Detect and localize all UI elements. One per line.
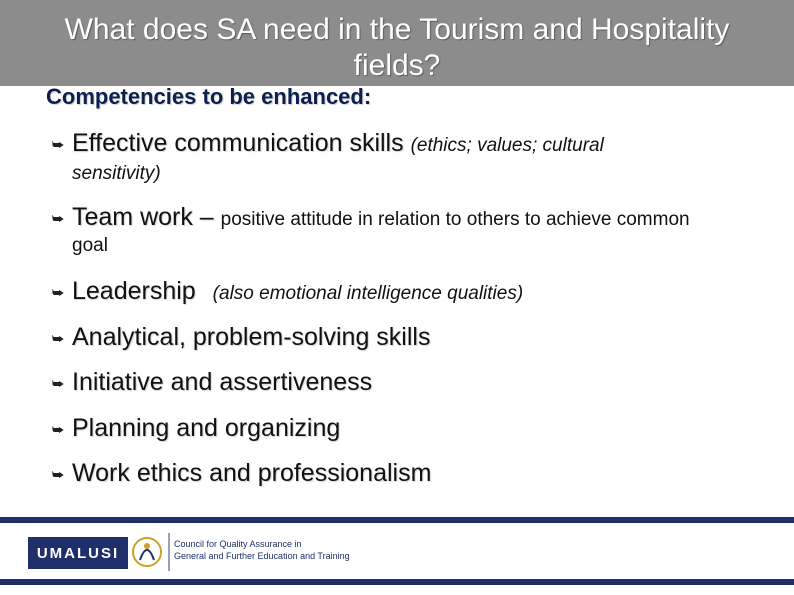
footer-top-rule [0,517,794,523]
bullet-item [72,367,372,398]
title-line-1: What does SA need in the Tourism and Hospitality [64,13,730,46]
bullet-main: Initiative and assertiveness [72,368,373,396]
bullet-item [72,413,340,444]
bullet-main: Analytical, problem-solving skills [72,323,431,351]
bullet-note: (ethics; values; cultural [410,135,604,156]
bullet-item [72,322,430,353]
title-line-2: fields? [353,49,441,82]
arrowhead-bullet-icon: ⮩ [52,376,65,391]
bullet-main: Leadership [72,277,196,305]
arrowhead-bullet-icon: ⮩ [52,137,65,152]
bullet-item [72,128,604,161]
bullet-continuation: goal [72,235,108,256]
bullet-item [72,276,523,309]
org-line-1: Council for Quality Assurance in [174,539,302,549]
footer-bottom-rule [0,579,794,585]
arrowhead-bullet-icon: ⮩ [52,331,65,346]
arrowhead-bullet-icon: ⮩ [52,285,65,300]
bullet-continuation: sensitivity) [72,163,161,184]
footer-divider [168,533,170,571]
bullet-item [72,458,431,489]
bullet-main: Planning and organizing [72,414,341,442]
bullet-main: Work ethics and professionalism [72,459,432,487]
umalusi-emblem-icon [130,532,164,572]
umalusi-logo: UMALUSI [28,537,128,569]
slide-title [0,12,794,84]
bullet-note: positive attitude in relation to others to achieve common [220,209,690,230]
bullet-main: Effective communication skills [72,129,404,157]
arrowhead-bullet-icon: ⮩ [52,422,65,437]
bullet-note: (also emotional intelligence qualities) [212,283,524,304]
arrowhead-bullet-icon: ⮩ [52,467,65,482]
arrowhead-bullet-icon: ⮩ [52,211,65,226]
org-line-2: General and Further Education and Training [174,551,350,561]
org-name [174,538,350,562]
bullet-item [72,202,690,235]
slide-subtitle: Competencies to be enhanced: [46,84,372,109]
bullet-main: Team work – [72,203,214,231]
